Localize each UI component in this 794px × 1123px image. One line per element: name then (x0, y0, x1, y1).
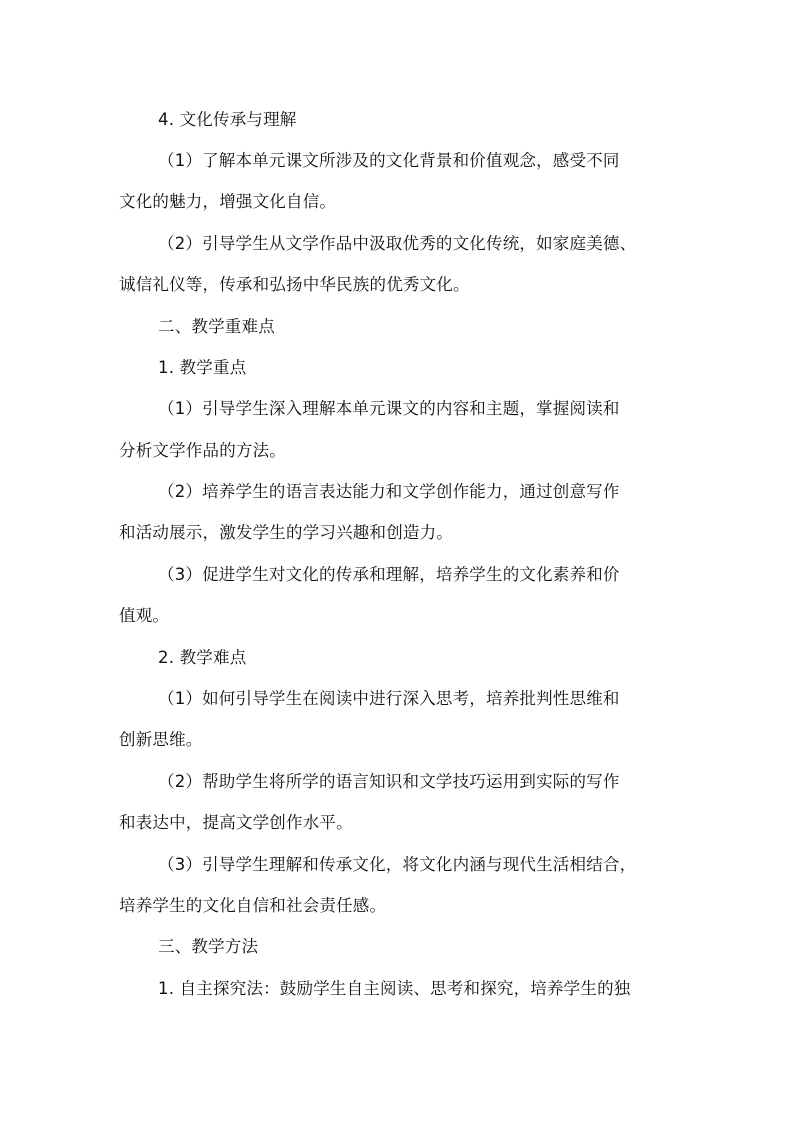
paragraph-line: 1. 自主探究法：鼓励学生自主阅读、思考和探究，培养学生的独 (158, 979, 631, 998)
section-heading-teaching-methods: 三、教学方法 (158, 937, 259, 956)
paragraph-line: 值观。 (119, 606, 170, 625)
subsection-heading-key-focus: 1. 教学重点 (158, 358, 247, 377)
subsection-heading-cultural-inheritance: 4. 文化传承与理解 (158, 110, 297, 129)
paragraph-line: 创新思维。 (119, 730, 203, 749)
subsection-heading-difficulties: 2. 教学难点 (158, 648, 247, 667)
paragraph-line: （2）培养学生的语言表达能力和文学创作能力，通过创意写作 (158, 482, 620, 501)
paragraph-line: 培养学生的文化自信和社会责任感。 (119, 896, 387, 915)
paragraph-line: 和活动展示，激发学生的学习兴趣和创造力。 (119, 523, 453, 542)
paragraph-line: 诚信礼仪等，传承和弘扬中华民族的优秀文化。 (119, 275, 470, 294)
section-heading-key-points: 二、教学重难点 (158, 317, 275, 336)
paragraph-line: （1）引导学生深入理解本单元课文的内容和主题，掌握阅读和 (158, 399, 620, 418)
paragraph-line: （3）促进学生对文化的传承和理解，培养学生的文化素养和价 (158, 565, 620, 584)
paragraph-line: （2）帮助学生将所学的语言知识和文学技巧运用到实际的写作 (158, 772, 620, 791)
paragraph-line: （1）了解本单元课文所涉及的文化背景和价值观念，感受不同 (158, 151, 620, 170)
paragraph-line: （2）引导学生从文学作品中汲取优秀的文化传统，如家庭美德、 (158, 234, 637, 253)
paragraph-line: （3）引导学生理解和传承文化，将文化内涵与现代生活相结合， (158, 855, 637, 874)
paragraph-line: 文化的魅力，增强文化自信。 (119, 192, 337, 211)
paragraph-line: （1）如何引导学生在阅读中进行深入思考，培养批判性思维和 (158, 689, 620, 708)
paragraph-line: 和表达中，提高文学创作水平。 (119, 813, 353, 832)
paragraph-line: 分析文学作品的方法。 (119, 441, 286, 460)
